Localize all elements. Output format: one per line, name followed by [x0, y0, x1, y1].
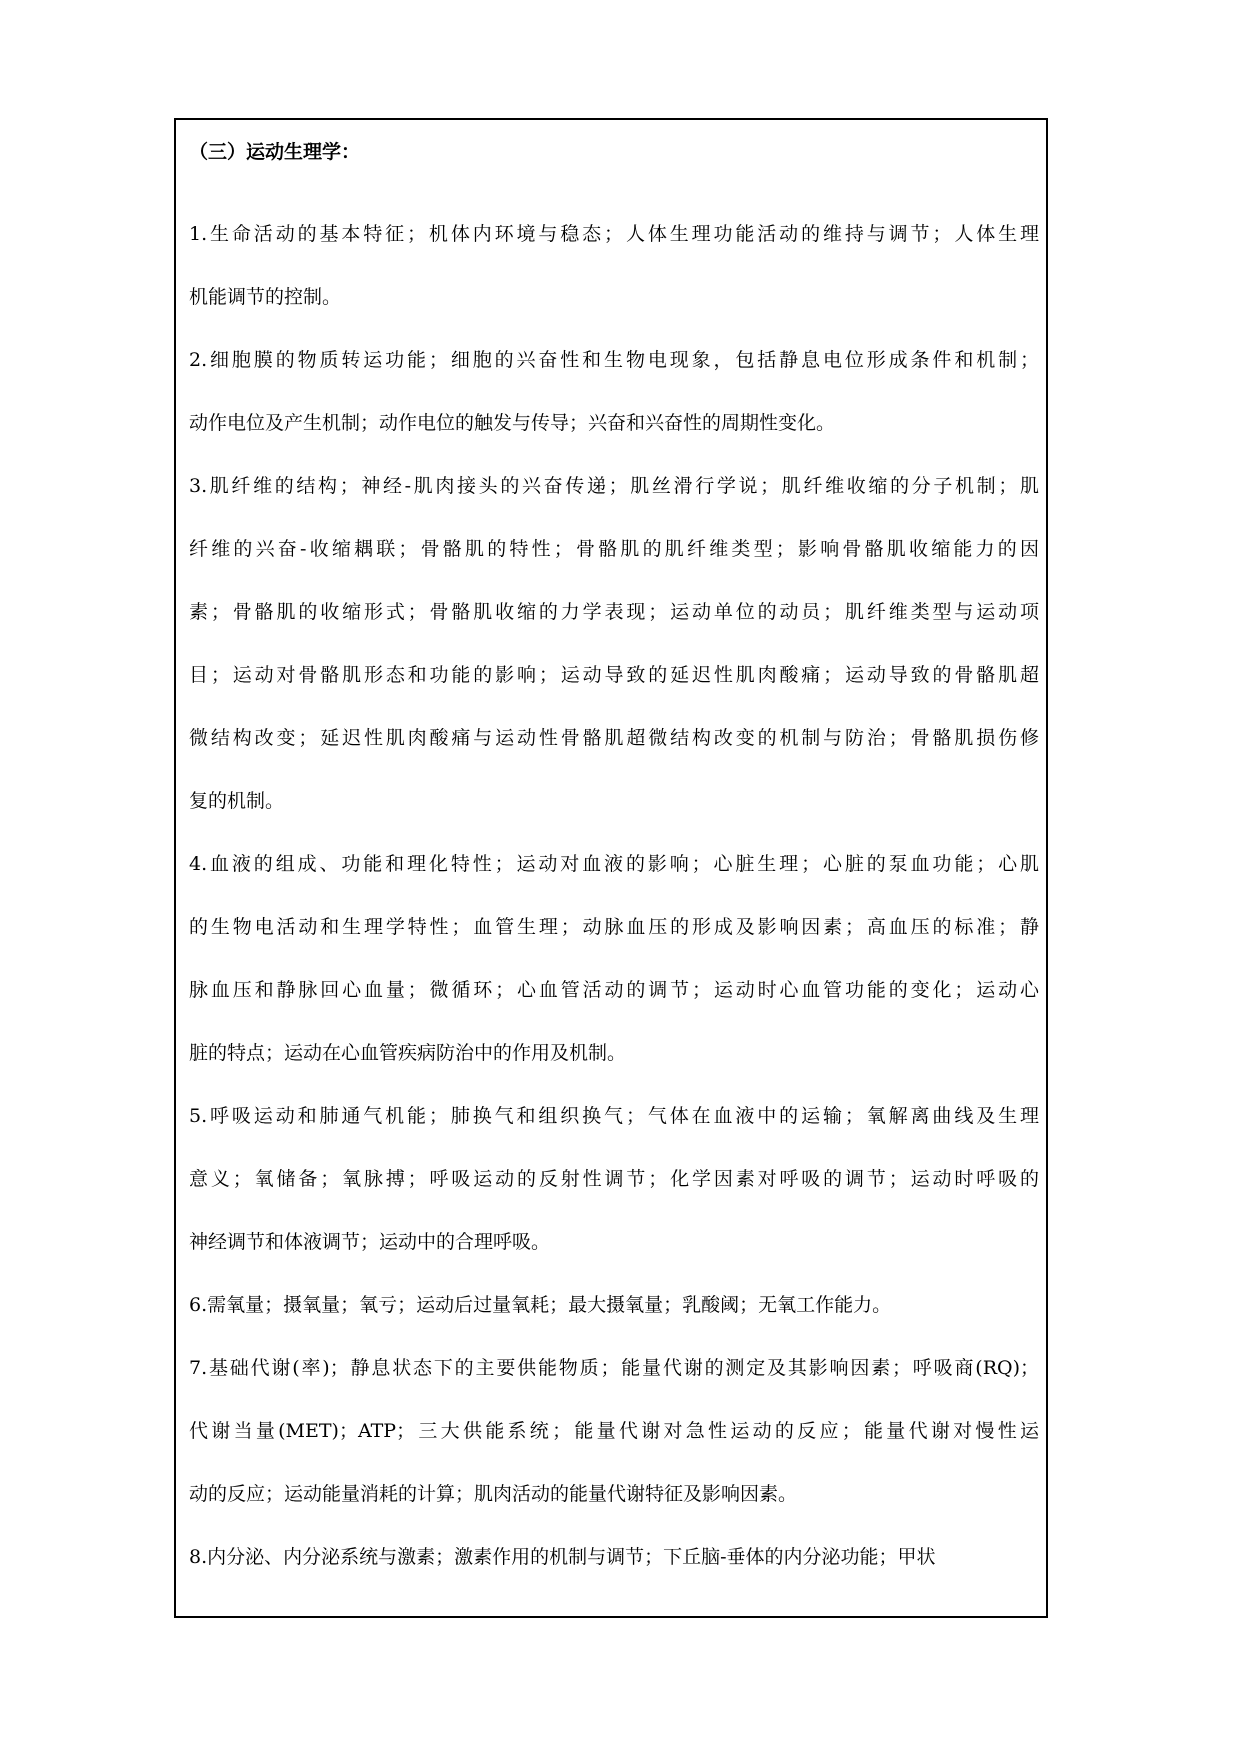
syllabus-item-line: 代谢当量(MET)；ATP；三大供能系统；能量代谢对急性运动的反应；能量代谢对慢性运: [189, 1420, 1039, 1442]
syllabus-item: [189, 1085, 1039, 1274]
syllabus-item-line: 目；运动对骨骼肌形态和功能的影响；运动导致的延迟性肌肉酸痛；运动导致的骨骼肌超: [189, 664, 1039, 686]
syllabus-item: [189, 1337, 1039, 1526]
syllabus-item-line: 6.需氧量；摄氧量；氧亏；运动后过量氧耗；最大摄氧量；乳酸阈；无氧工作能力。: [189, 1294, 892, 1316]
syllabus-item-line: 意义；氧储备；氧脉搏；呼吸运动的反射性调节；化学因素对呼吸的调节；运动时呼吸的: [189, 1168, 1039, 1190]
syllabus-item-line: 5.呼吸运动和肺通气机能；肺换气和组织换气；气体在血液中的运输；氧解离曲线及生理: [189, 1105, 1039, 1127]
syllabus-item-line: 微结构改变；延迟性肌肉酸痛与运动性骨骼肌超微结构改变的机制与防治；骨骼肌损伤修: [189, 727, 1039, 749]
syllabus-item-line: 4.血液的组成、功能和理化特性；运动对血液的影响；心脏生理；心脏的泵血功能；心肌: [189, 853, 1039, 875]
syllabus-item-line: 1.生命活动的基本特征；机体内环境与稳态；人体生理功能活动的维持与调节；人体生理: [189, 223, 1039, 245]
syllabus-item-line: 素；骨骼肌的收缩形式；骨骼肌收缩的力学表现；运动单位的动员；肌纤维类型与运动项: [189, 601, 1039, 623]
syllabus-item-line: 8.内分泌、内分泌系统与激素；激素作用的机制与调节；下丘脑-垂体的内分泌功能；甲状: [189, 1546, 936, 1568]
syllabus-item-line: 3.肌纤维的结构；神经-肌肉接头的兴奋传递；肌丝滑行学说；肌纤维收缩的分子机制；肌: [189, 475, 1039, 497]
syllabus-item-line: 2.细胞膜的物质转运功能；细胞的兴奋性和生物电现象，包括静息电位形成条件和机制；: [189, 349, 1039, 371]
syllabus-item-line: 动作电位及产生机制；动作电位的触发与传导；兴奋和兴奋性的周期性变化。: [189, 412, 836, 434]
syllabus-item-line: 7.基础代谢(率)；静息状态下的主要供能物质；能量代谢的测定及其影响因素；呼吸商(RQ)；: [189, 1357, 1039, 1379]
document-body: [189, 140, 1039, 1589]
syllabus-item-line: 的生物电活动和生理学特性；血管生理；动脉血压的形成及影响因素；高血压的标准；静: [189, 916, 1039, 938]
section-heading: （三）运动生理学：: [189, 141, 361, 163]
syllabus-item-line: 纤维的兴奋-收缩耦联；骨骼肌的特性；骨骼肌的肌纤维类型；影响骨骼肌收缩能力的因: [189, 538, 1039, 560]
content-frame: [174, 118, 1048, 1618]
syllabus-item: [189, 455, 1039, 833]
syllabus-item-line: 动的反应；运动能量消耗的计算；肌肉活动的能量代谢特征及影响因素。: [189, 1483, 798, 1505]
syllabus-item-line: 神经调节和体液调节；运动中的合理呼吸。: [189, 1231, 551, 1253]
syllabus-item: [189, 833, 1039, 1085]
syllabus-item: [189, 329, 1039, 455]
syllabus-item: [189, 203, 1039, 329]
syllabus-item-line: 复的机制。: [189, 790, 285, 812]
syllabus-item: [189, 1526, 1039, 1589]
syllabus-item-line: 机能调节的控制。: [189, 286, 342, 308]
syllabus-item: [189, 1274, 1039, 1337]
syllabus-item-line: 脏的特点；运动在心血管疾病防治中的作用及机制。: [189, 1042, 627, 1064]
syllabus-item-list: [189, 203, 1039, 1589]
syllabus-item-line: 脉血压和静脉回心血量；微循环；心血管活动的调节；运动时心血管功能的变化；运动心: [189, 979, 1039, 1001]
